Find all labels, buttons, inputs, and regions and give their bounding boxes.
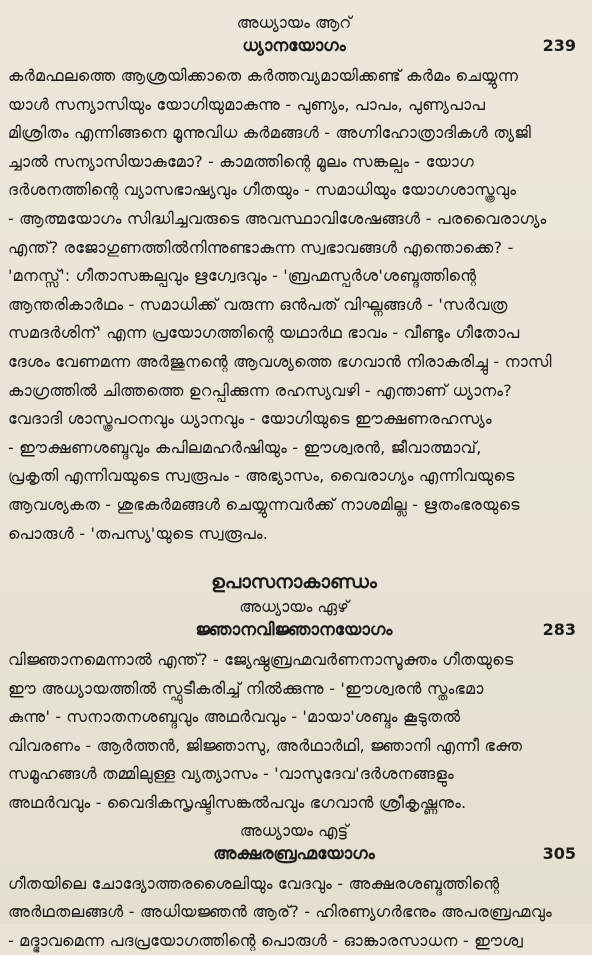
summary-line: സമദർശിന്' എന്ന പ്രയോഗത്തിന്റെ യഥാർഥ ഭാവം - വീണ്ടും ഗീതോപ xyxy=(8,323,520,343)
chapter-7-page-number: 283 xyxy=(542,620,576,640)
summary-line: - ആത്മയോഗം സിദ്ധിച്ചവരുടെ അവസ്ഥാവിശേഷങ്ങൾ - പരവൈരാഗ്യം xyxy=(8,208,547,228)
summary-line: ആന്തരികാർഥം - സമാധിക്ക് വരുന്ന ഒൻപത് വിഘ്നങ്ങൾ - 'സർവത്ര xyxy=(8,294,508,314)
summary-line: കുന്നു' - സനാതനശബ്ദവും അഥർവവും - 'മായാ'ശബ്ദം കൂടുതൽ xyxy=(8,707,461,727)
summary-line: - മദ്ഭാവമെന്ന പദപ്രയോഗത്തിന്റെ പൊരുൾ - ഓങ്കാരസാധന - ഈശ്വ xyxy=(8,930,523,950)
chapter-7-title: ജ്ഞാനവിജ്ഞാനയോഗം xyxy=(195,620,393,641)
summary-line: വിജ്ഞാനമെന്നാൽ എന്ത്? - ജ്യേഷ്ഠബ്രഹ്മവർണനാസൂക്തം ഗീതയുടെ xyxy=(8,650,514,670)
summary-line: വിവരണം - ആർത്തൻ, ജിജ്ഞാസു, അർഥാർഥി, ജ്ഞാനി എന്നീ ഭക്ത xyxy=(8,735,523,755)
chapter-6-title-row xyxy=(8,34,580,60)
chapter-7-summary xyxy=(8,646,580,818)
chapter-8-page-number: 305 xyxy=(542,843,576,863)
chapter-8-label: അധ്യായം എട്ട് xyxy=(239,820,349,840)
summary-line: പ്രകൃതി എന്നിവയുടെ സ്വരൂപം - അഭ്യാസം, വൈരാഗ്യം എന്നിവയുടെ xyxy=(8,466,515,486)
summary-line: അഥർവവും - വൈദികസൃഷ്ടിസങ്കൽപവും ഭഗവാൻ ശ്രീകൃഷ്ണനും. xyxy=(8,793,467,813)
chapter-7-block xyxy=(8,596,580,818)
summary-line: അർഥതലങ്ങൾ - അധിയജ്ഞൻ ആര്? - ഹിരണ്യഗർഭനും അപരബ്രഹ്മവും xyxy=(8,902,552,922)
summary-line: സമൂഹങ്ങൾ തമ്മിലുള്ള വ്യത്യാസം - 'വാസുദേവ'ദർശനങ്ങളും xyxy=(8,764,454,784)
summary-line: എന്ത്? രജോഗുണത്തിൽനിന്നുണ്ടാകുന്ന സ്വഭാവങ്ങൾ എന്തൊക്കെ? - xyxy=(8,237,514,257)
summary-line: - ഈക്ഷണശബ്ദവും കപിലമഹർഷിയും - ഈശ്വരൻ, ജീവാത്മാവ്, xyxy=(8,437,482,457)
summary-line: പൊരുൾ - 'തപസ്യ'യുടെ സ്വരൂപം. xyxy=(8,523,268,543)
section-heading: ഉപാസനാകാണ്ഡം xyxy=(211,571,377,594)
contents-body xyxy=(8,12,580,955)
summary-line: വേദാദി ശാസ്ത്രപഠനവും ധ്യാനവും - യോഗിയുടെ ഈക്ഷണരഹസ്യം xyxy=(8,409,492,429)
summary-line: ദേശം വേണമന്ന അർജുനന്റെ ആവശ്യത്തെ ഭഗവാൻ നിരാകരിച്ചു - നാസി xyxy=(8,351,552,371)
summary-line: ച്ചാൽ സന്യാസിയാകുമോ? - കാമത്തിന്റെ മൂലം സങ്കല്പം - യോഗ xyxy=(8,151,474,171)
chapter-7-title-row xyxy=(8,618,580,644)
chapter-6-block xyxy=(8,12,580,548)
summary-line: 'മനസ്സ്': ഗീതാസങ്കല്പവും ഋഗ്വേദവും - 'ബ്രഹ്മസ്പർശ'ശബ്ദത്തിന്റെ xyxy=(8,266,477,286)
summary-line: ഈ അധ്യായത്തിൽ സ്ഫുടീകരിച്ച് നിൽക്കുന്നു - 'ഈശ്വരൻ സ്തംഭമാ xyxy=(8,678,484,698)
summary-line: ആവശ്യകത - ശുഭകർമങ്ങൾ ചെയ്യുന്നവർക്ക് നാശമില്ല - ഋതംഭരയുടെ xyxy=(8,494,520,514)
chapter-8-block xyxy=(8,820,580,955)
chapter-6-summary xyxy=(8,62,580,548)
chapter-6-label: അധ്യായം ആറ് xyxy=(236,13,352,32)
chapter-8-summary xyxy=(8,870,580,955)
summary-line: ദർശനത്തിന്റെ വ്യാസഭാഷ്യവും ഗീതയും - സമാധിയും യോഗശാസ്ത്രവും xyxy=(8,180,517,200)
chapter-7-label: അധ്യായം ഏഴ് xyxy=(239,597,349,617)
chapter-6-title: ധ്യാനയോഗം xyxy=(242,36,346,56)
summary-line: ഗീതയിലെ ചോദ്യോത്തരശൈലിയും വേദവും - അക്ഷരശബ്ദത്തിന്റെ xyxy=(8,873,500,893)
summary-line: യാൾ സന്യാസിയും യോഗിയുമാകുന്നു - പുണ്യം, പാപം, പുണ്യപാപ xyxy=(8,94,486,114)
chapter-8-title: അക്ഷരബ്രഹ്മയോഗം xyxy=(213,843,375,864)
chapter-8-title-row xyxy=(8,842,580,868)
summary-line: കർമഫലത്തെ ആശ്രയിക്കാതെ കർത്തവ്യമായിക്കണ്ട് കർമം ചെയ്യുന്ന xyxy=(8,66,519,85)
chapter-6-page-number: 239 xyxy=(542,36,576,55)
summary-line: കാഗ്രത്തിൽ ചിത്തത്തെ ഉറപ്പിക്കുന്ന രഹസ്യവഴി - എന്താണ് ധ്യാനം? xyxy=(8,380,512,400)
summary-line: മിശ്രിതം എന്നിങ്ങനെ മൂന്നുവിധ കർമങ്ങൾ - അഗ്നിഹോത്രാദികൾ ത്യജി xyxy=(8,123,531,143)
